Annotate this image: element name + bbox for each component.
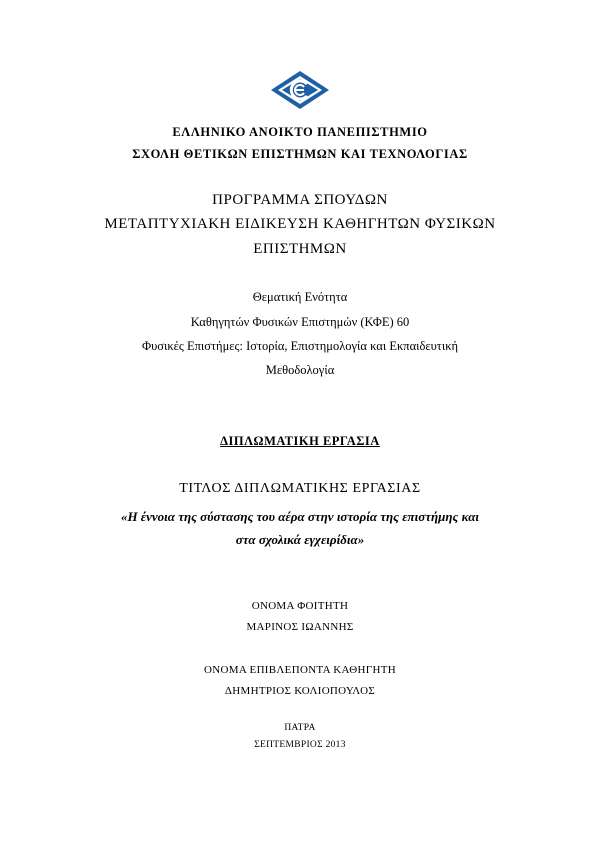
date: ΣΕΠΤΕΜΒΡΙΟΣ 2013	[254, 740, 346, 750]
city: ΠΑΤΡΑ	[284, 723, 316, 733]
thesis-title-label: ΤΙΤΛΟΣ ΔΙΠΛΩΜΑΤΙΚΗΣ ΕΡΓΑΣΙΑΣ	[179, 481, 421, 496]
program-line-3: ΕΠΙΣΤΗΜΩΝ	[253, 241, 347, 257]
thematic-unit-line-2: Καθηγητών Φυσικών Επιστημών (ΚΦΕ) 60	[190, 315, 410, 329]
program-line-2: ΜΕΤΑΠΤΥΧΙΑΚΗ ΕΙΔΙΚΕΥΣΗ ΚΑΘΗΓΗΤΩΝ ΦΥΣΙΚΩΝ	[104, 216, 496, 232]
school-name: ΣΧΟΛΗ ΘΕΤΙΚΩΝ ΕΠΙΣΤΗΜΩΝ ΚΑΙ ΤΕΧΝΟΛΟΓΙΑΣ	[132, 147, 468, 161]
thesis-title-line-2: στα σχολικά εγχειρίδια»	[235, 532, 365, 547]
thesis-type-heading: ΔΙΠΛΩΜΑΤΙΚΗ ΕΡΓΑΣΙΑ	[220, 434, 380, 448]
program-line-1: ΠΡΟΓΡΑΜΜΑ ΣΠΟΥΔΩΝ	[212, 192, 388, 208]
university-name: ΕΛΛΗΝΙΚΟ ΑΝΟΙΚΤΟ ΠΑΝΕΠΙΣΤΗΜΙΟ	[172, 125, 428, 139]
thesis-title-line-1: «Η έννοια της σύστασης του αέρα στην ιστορία της επιστήμης και	[120, 509, 480, 524]
thematic-unit-line-1: Θεματική Ενότητα	[252, 290, 348, 304]
university-logo-icon	[269, 70, 331, 110]
supervisor-name-label: ΟΝΟΜΑ ΕΠΙΒΛΕΠΟΝΤΑ ΚΑΘΗΓΗΤΗ	[204, 664, 396, 676]
thematic-unit-line-3: Φυσικές Επιστήμες: Ιστορία, Επιστημολογία και Εκπαιδευτική	[141, 339, 459, 353]
student-name-label: ΟΝΟΜΑ ΦΟΙΤΗΤΗ	[251, 600, 349, 612]
student-name: ΜΑΡΙΝΟΣ ΙΩΑΝΝΗΣ	[246, 621, 354, 633]
supervisor-name: ΔΗΜΗΤΡΙΟΣ ΚΟΛΙΟΠΟΥΛΟΣ	[224, 685, 376, 697]
thematic-unit-line-4: Μεθοδολογία	[265, 363, 335, 377]
